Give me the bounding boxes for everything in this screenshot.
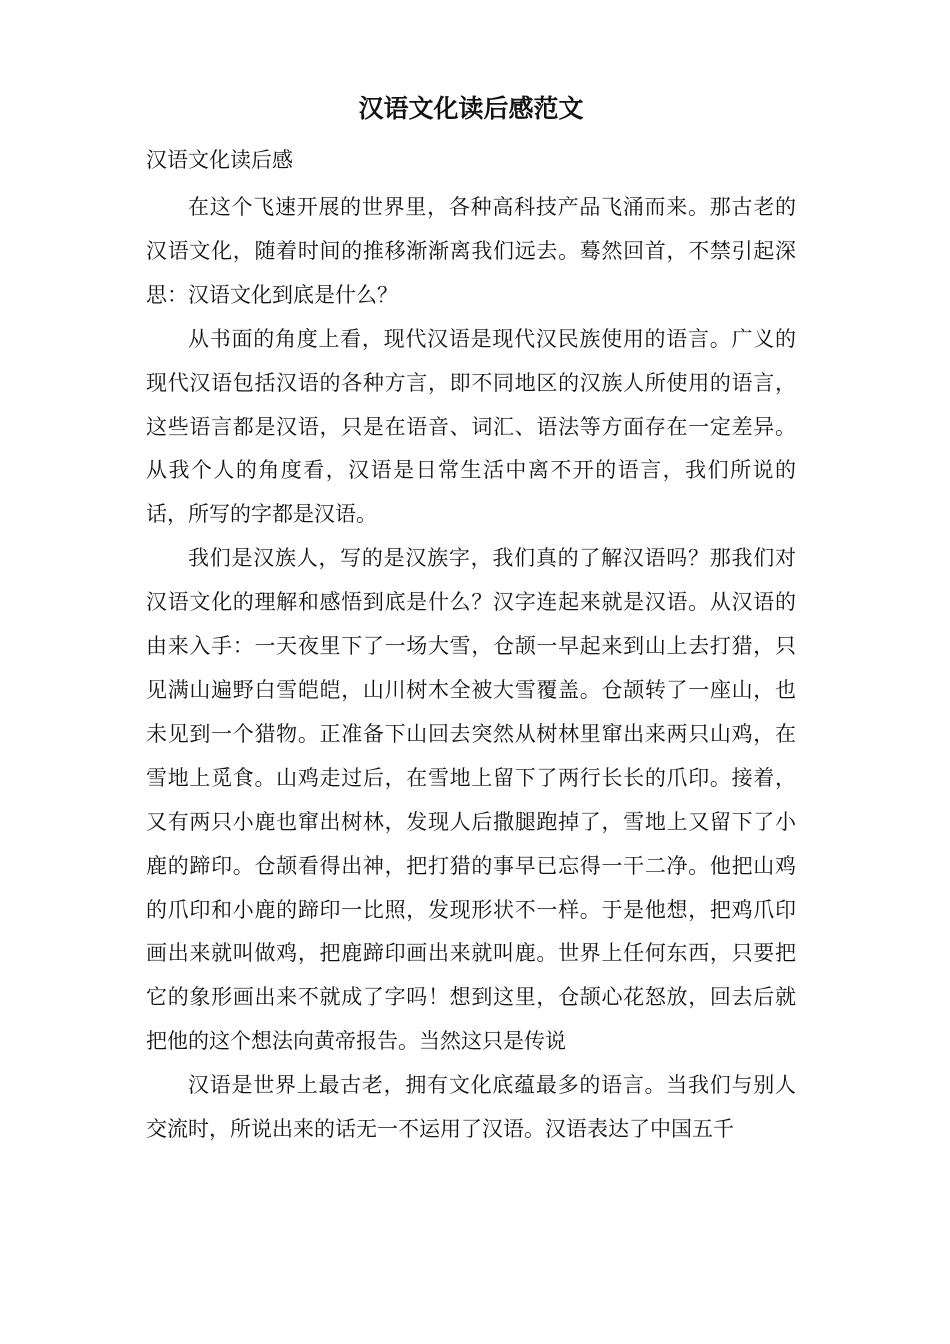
document-body	[146, 186, 796, 1152]
document-title: 汉语文化读后感范文	[358, 94, 584, 123]
paragraph-3: 我们是汉族人，写的是汉族字，我们真的了解汉语吗？那我们对汉语文化的理解和感悟到底是什么？汉字连起来就是汉语。从汉语的由来入手：一天夜里下了一场大雪，仓颉一早起来到山上去打猎，只见满山遍野白雪皑皑，山川树木全被大雪覆盖。仓颉转了一座山，也未见到一个猎物。正准备下山回去突然从树林里窜出来两只山鸡，在雪地上觅食。山鸡走过后，在雪地上留下了两行长长的爪印。接着，又有两只小鹿也窜出树林，发现人后撒腿跑掉了，雪地上又留下了小鹿的蹄印。仓颉看得出神，把打猎的事早已忘得一干二净。他把山鸡的爪印和小鹿的蹄印一比照，发现形状不一样。于是他想，把鸡爪印画出来就叫做鸡，把鹿蹄印画出来就叫鹿。世界上任何东西，只要把它的象形画出来不就成了字吗！想到这里，仓颉心花怒放，回去后就把他的这个想法向黄帝报告。当然这只是传说	[146, 546, 796, 1054]
paragraph-4: 汉语是世界上最古老，拥有文化底蕴最多的语言。当我们与别人交流时，所说出来的话无一不运用了汉语。汉语表达了中国五千	[146, 1073, 796, 1142]
paragraph-1: 在这个飞速开展的世界里，各种高科技产品飞涌而来。那古老的汉语文化，随着时间的推移渐渐离我们远去。蓦然回首，不禁引起深思：汉语文化到底是什么？	[146, 195, 796, 307]
document-subtitle: 汉语文化读后感	[146, 148, 293, 172]
paragraph-2: 从书面的角度上看，现代汉语是现代汉民族使用的语言。广义的现代汉语包括汉语的各种方言，即不同地区的汉族人所使用的语言，这些语言都是汉语，只是在语音、词汇、语法等方面存在一定差异。从我个人的角度看，汉语是日常生活中离不开的语言，我们所说的话，所写的字都是汉语。	[146, 326, 796, 527]
